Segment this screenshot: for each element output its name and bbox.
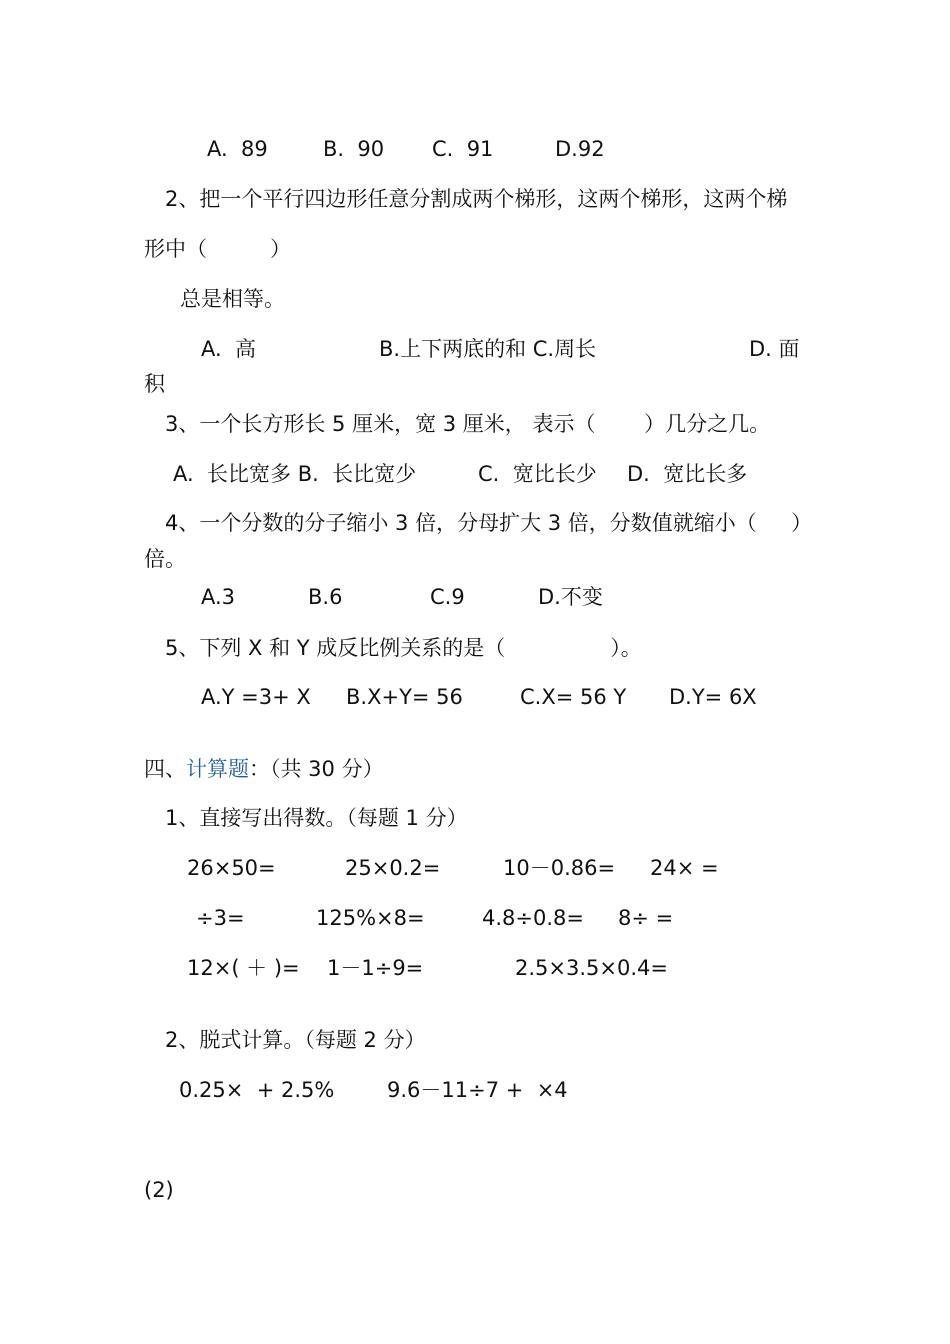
q2-stem-line1: 2、把一个平行四边形任意分割成两个梯形，这两个梯形，这两个梯 (165, 187, 788, 211)
s4q2-stem: 2、脱式计算。（每题 2 分） (165, 1028, 426, 1052)
s4q1-row1-item1: 26×50= (187, 856, 276, 880)
q4-stem-wrap: 倍。 (144, 547, 186, 571)
q4-option-d: D.不变 (538, 585, 603, 609)
q1-option-b: B. 90 (323, 137, 385, 161)
s4q1-row2-item3: 4.8÷0.8= (482, 906, 584, 930)
s4q2-item2: 9.6－11÷7 + ×4 (387, 1078, 568, 1102)
q3-option-d: D. 宽比长多 (627, 462, 748, 486)
s4q1-row3-item1: 12×( ＋ )= (187, 956, 300, 980)
q3-option-c: C. 宽比长少 (478, 462, 597, 486)
q2-option-d-wrap: 积 (144, 372, 165, 396)
q4-option-b: B.6 (308, 585, 343, 609)
q5-option-c: C.X= 56 Y (520, 685, 627, 709)
q4-option-c: C.9 (430, 585, 465, 609)
q2-option-d: D. 面 (749, 337, 800, 361)
s4q1-row2-item2: 125%×8= (316, 906, 425, 930)
q5-option-b: B.X+Y= 56 (346, 685, 463, 709)
q1-option-d: D.92 (555, 137, 605, 161)
part-2-label: (2) (144, 1178, 174, 1202)
q5-option-d: D.Y= 6X (669, 685, 757, 709)
section-4-prefix: 四、 (144, 757, 186, 781)
q2-option-a: A. 高 (201, 337, 257, 361)
q2-stem-line2: 形中（ ） (144, 237, 291, 261)
q5-stem: 5、下列 X 和 Y 成反比例关系的是（ ）。 (165, 636, 642, 660)
q5-option-a: A.Y =3+ X (201, 685, 311, 709)
s4q1-row3-item2: 1－1÷9= (327, 956, 424, 980)
s4q1-row3-item3: 2.5×3.5×0.4= (515, 956, 668, 980)
s4q1-row1-item4: 24× = (650, 856, 719, 880)
s4q1-row2-item4: 8÷ = (618, 906, 674, 930)
s4q1-row2-item1: ÷3= (196, 906, 245, 930)
s4q2-item1: 0.25× + 2.5% (179, 1078, 335, 1102)
q4-option-a: A.3 (201, 585, 236, 609)
q1-option-c: C. 91 (432, 137, 494, 161)
section-4-suffix: ：（共 30 分） (249, 757, 384, 781)
q3-option-ab: A. 长比宽多 B. 长比宽少 (173, 462, 417, 486)
section-4-title: 计算题 (186, 757, 249, 781)
q2-option-bc: B.上下两底的和 C.周长 (379, 337, 597, 361)
s4q1-row1-item3: 10－0.86= (503, 856, 616, 880)
q2-stem-line3: 总是相等。 (180, 287, 285, 311)
q3-stem: 3、一个长方形长 5 厘米，宽 3 厘米， 表示（ ）几分之几。 (165, 412, 771, 436)
section-4-heading (144, 755, 384, 783)
s4q1-row1-item2: 25×0.2= (345, 856, 441, 880)
s4q1-stem: 1、直接写出得数。（每题 1 分） (165, 806, 468, 830)
q4-stem: 4、一个分数的分子缩小 3 倍，分母扩大 3 倍，分数值就缩小（ ） (165, 511, 813, 535)
q1-option-a: A. 89 (207, 137, 268, 161)
